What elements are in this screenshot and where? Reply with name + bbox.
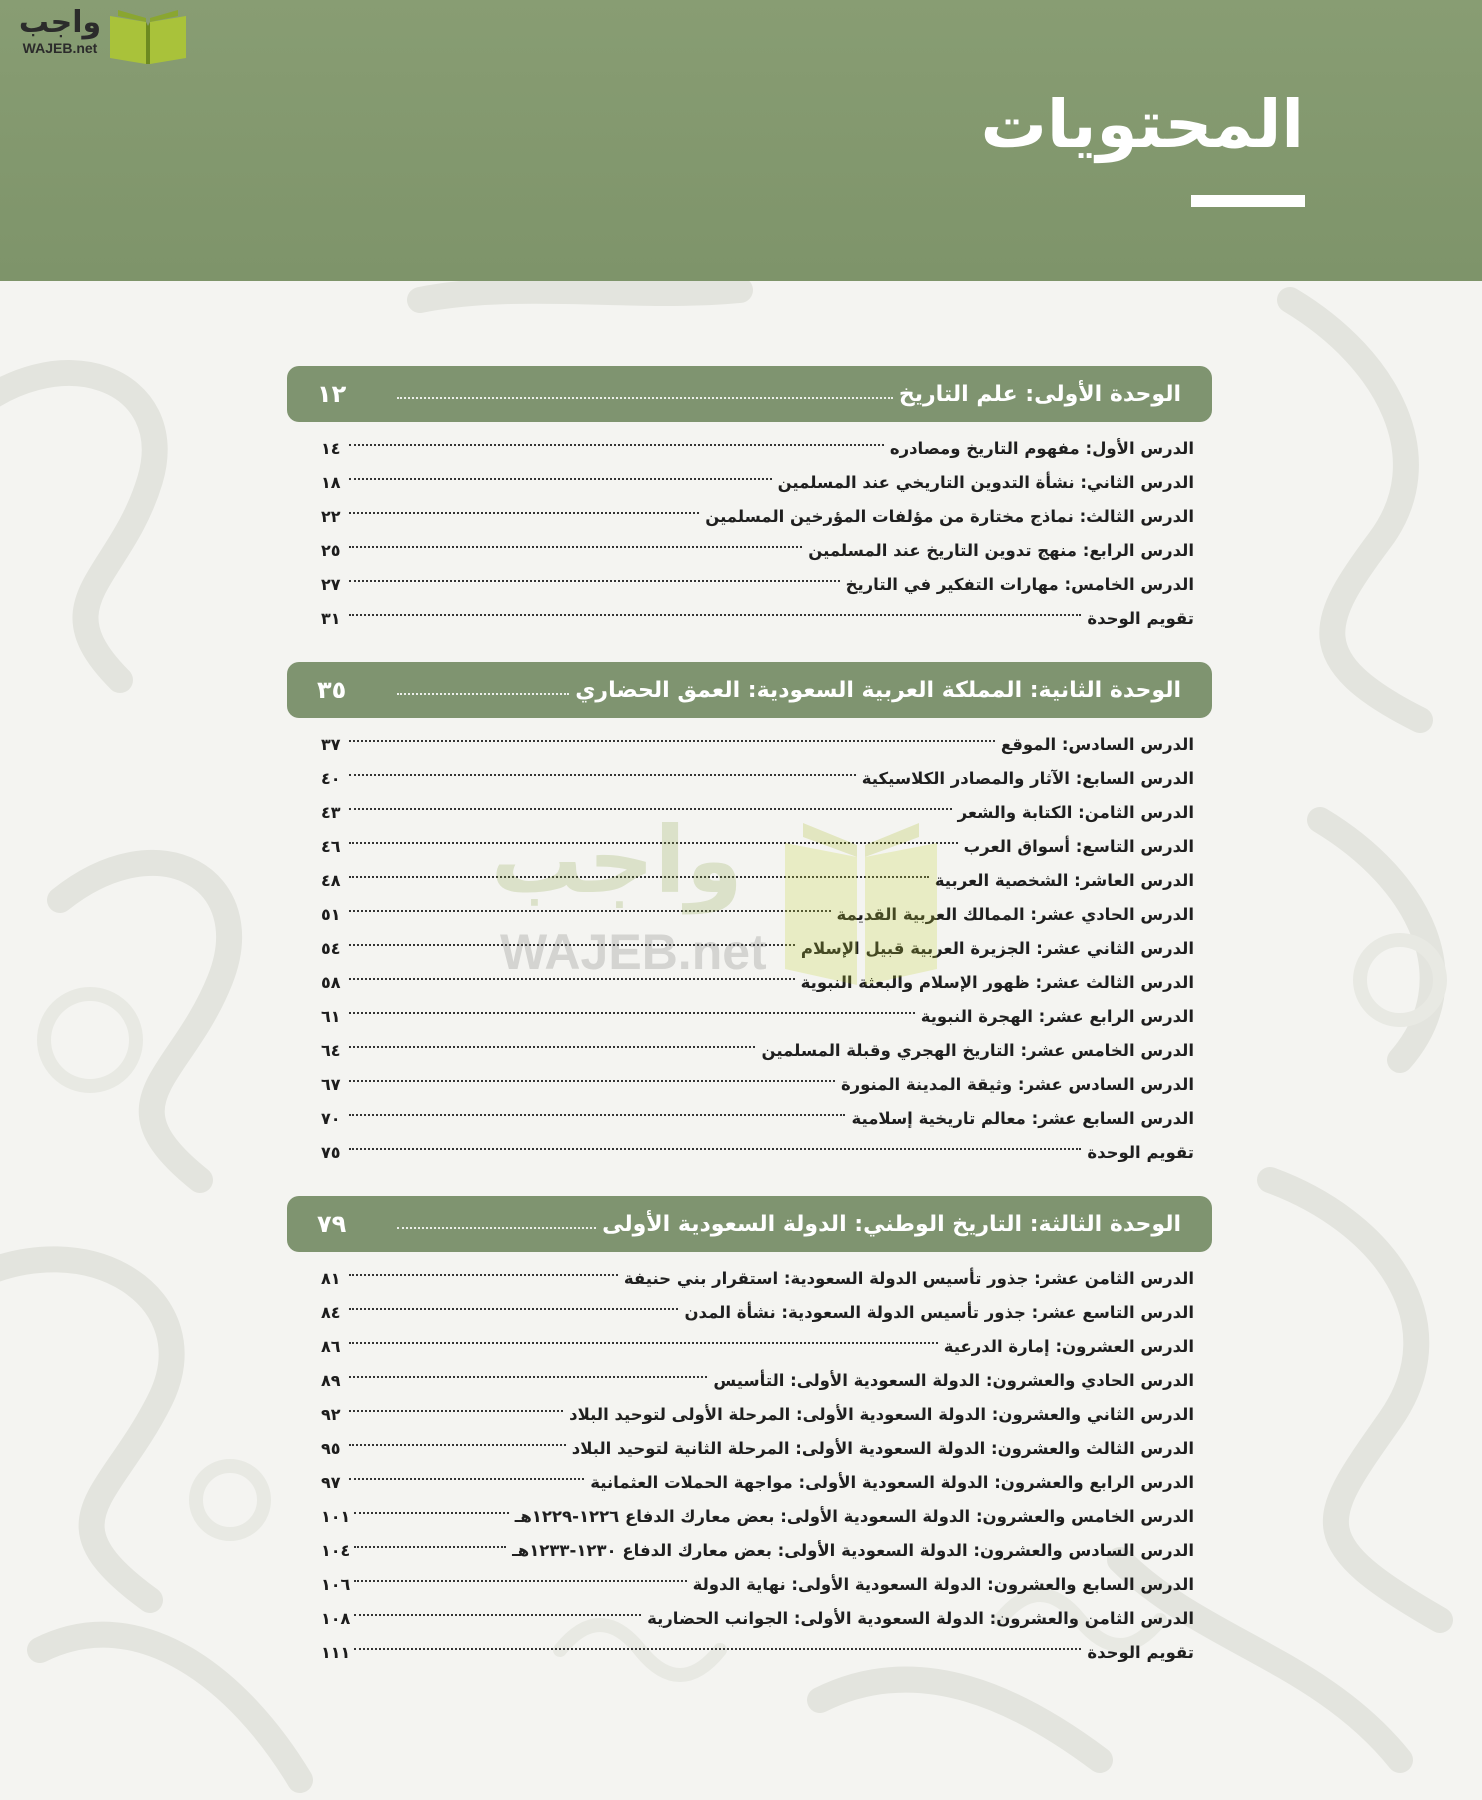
dot-leader [349,910,831,912]
lesson-entry[interactable] [321,1262,1194,1296]
unit-review-entry[interactable] [321,1636,1194,1670]
lesson-title: الدرس الحادي عشر: الممالك العربية القديمة [836,905,1194,924]
lesson-entry[interactable] [321,864,1194,898]
dot-leader [354,1580,686,1582]
dot-leader [349,1478,584,1480]
lesson-title: الدرس الثالث: نماذج مختارة من مؤلفات المؤرخين المسلمين [705,507,1194,526]
lesson-entry[interactable] [321,932,1194,966]
dot-leader [349,1012,915,1014]
unit-review-entry[interactable] [321,602,1194,636]
dot-leader [349,512,699,514]
lesson-page-number: ٩٥ [321,1439,341,1458]
dot-leader [397,397,893,399]
unit-header-1[interactable] [287,366,1212,422]
lesson-entry[interactable] [321,1398,1194,1432]
logo-text [10,6,110,56]
dot-leader [349,580,840,582]
unit-page-number: ٧٩ [317,1210,347,1238]
dot-leader [349,1046,755,1048]
watermark-text-arabic: واجب [490,807,743,914]
dot-leader [349,1376,707,1378]
watermark-text-latin: WAJEB.net [500,924,767,980]
lesson-list-unit-1 [287,422,1212,636]
wajeb-logo[interactable] [10,6,190,68]
lesson-page-number: ٤٣ [321,803,341,822]
lesson-page-number: ٥١ [321,905,341,924]
lesson-entry[interactable] [321,1466,1194,1500]
dot-leader [349,1274,618,1276]
lesson-page-number: ٦١ [321,1007,341,1026]
lesson-title: الدرس السابع والعشرون: الدولة السعودية الأولى: نهاية الدولة [692,1575,1194,1594]
lesson-page-number: ١١١ [321,1643,351,1662]
dot-leader [349,1114,845,1116]
unit-review-entry[interactable] [321,1136,1194,1170]
lesson-title: الدرس الحادي والعشرون: الدولة السعودية الأولى: التأسيس [713,1371,1194,1390]
lesson-title: تقويم الوحدة [1087,1643,1194,1662]
book-logo-icon [106,6,190,66]
lesson-page-number: ٢٧ [321,575,341,594]
lesson-page-number: ٣٧ [321,735,341,754]
dot-leader [349,1342,938,1344]
lesson-page-number: ٤٠ [321,769,341,788]
lesson-title: الدرس التاسع: أسواق العرب [963,837,1194,856]
lesson-entry[interactable] [321,1534,1194,1568]
dot-leader [349,478,772,480]
dot-leader [349,740,995,742]
lesson-page-number: ١٠٦ [321,1575,351,1594]
lesson-entry[interactable] [321,1034,1194,1068]
lesson-title: الدرس الخامس والعشرون: الدولة السعودية الأولى: بعض معارك الدفاع ١٢٢٦-١٢٢٩هـ [514,1507,1194,1526]
dot-leader [349,444,884,446]
lesson-title: الدرس السابع: الآثار والمصادر الكلاسيكية [861,769,1194,788]
unit-header-3[interactable] [287,1196,1212,1252]
dot-leader [349,1080,835,1082]
lesson-title: الدرس السادس عشر: وثيقة المدينة المنورة [840,1075,1194,1094]
lesson-title: الدرس السادس والعشرون: الدولة السعودية الأولى: بعض معارك الدفاع ١٢٣٠-١٢٣٣هـ [512,1541,1194,1560]
lesson-title: الدرس العشرون: إمارة الدرعية [943,1337,1194,1356]
lesson-page-number: ١٠١ [321,1507,351,1526]
lesson-title: الدرس الثالث عشر: ظهور الإسلام والبعثة النبوية [800,973,1194,992]
dot-leader [397,693,569,695]
lesson-title: تقويم الوحدة [1087,609,1194,628]
lesson-page-number: ١٠٤ [321,1541,351,1560]
lesson-entry[interactable] [321,1330,1194,1364]
dot-leader [354,1614,641,1616]
lesson-page-number: ٧٥ [321,1143,341,1162]
lesson-page-number: ٩٧ [321,1473,341,1492]
lesson-title: الدرس الرابع والعشرون: الدولة السعودية الأولى: مواجهة الحملات العثمانية [590,1473,1194,1492]
lesson-entry[interactable] [321,1000,1194,1034]
lesson-title: الدرس الرابع: منهج تدوين التاريخ عند المسلمين [808,541,1194,560]
logo-text-arabic: واجب [18,5,102,40]
dot-leader [349,978,795,980]
lesson-entry[interactable] [321,1500,1194,1534]
lesson-page-number: ٢٢ [321,507,341,526]
lesson-page-number: ٨١ [321,1269,341,1288]
lesson-list-unit-3 [287,1252,1212,1670]
lesson-page-number: ١٨ [321,473,341,492]
dot-leader [349,842,958,844]
lesson-page-number: ١٤ [321,439,341,458]
dot-leader [349,944,795,946]
lesson-title: الدرس الثاني والعشرون: الدولة السعودية الأولى: المرحلة الأولى لتوحيد البلاد [569,1405,1194,1424]
lesson-title: الدرس العاشر: الشخصية العربية [934,871,1194,890]
dot-leader [354,1512,508,1514]
title-underline [1191,195,1305,207]
lesson-title: الدرس الخامس: مهارات التفكير في التاريخ [845,575,1194,594]
lesson-page-number: ١٠٨ [321,1609,351,1628]
lesson-title: الدرس الثالث والعشرون: الدولة السعودية الأولى: المرحلة الثانية لتوحيد البلاد [571,1439,1194,1458]
lesson-page-number: ٩٢ [321,1405,341,1424]
lesson-page-number: ٨٩ [321,1371,341,1390]
lesson-entry[interactable] [321,1296,1194,1330]
lesson-page-number: ٦٤ [321,1041,341,1060]
dot-leader [397,1227,596,1229]
table-of-contents [287,366,1212,1670]
unit-page-number: ١٢ [317,380,347,408]
lesson-page-number: ٨٦ [321,1337,341,1356]
lesson-list-unit-2 [287,718,1212,1170]
lesson-title: الدرس السابع عشر: معالم تاريخية إسلامية [851,1109,1194,1128]
lesson-title: الدرس الثاني: نشأة التدوين التاريخي عند المسلمين [777,473,1194,492]
lesson-entry[interactable] [321,534,1194,568]
lesson-entry[interactable] [321,966,1194,1000]
lesson-title: الدرس الثاني عشر: الجزيرة العربية قبيل الإسلام [800,939,1194,958]
lesson-entry[interactable] [321,466,1194,500]
lesson-page-number: ٧٠ [321,1109,341,1128]
lesson-page-number: ٨٤ [321,1303,341,1322]
dot-leader [349,1308,678,1310]
lesson-title: الدرس الرابع عشر: الهجرة النبوية [920,1007,1194,1026]
lesson-entry[interactable] [321,1102,1194,1136]
dot-leader [349,614,1081,616]
dot-leader [349,1148,1081,1150]
dot-leader [349,808,952,810]
dot-leader [354,1648,1081,1650]
lesson-entry[interactable] [321,796,1194,830]
dot-leader [349,1410,563,1412]
lesson-title: الدرس التاسع عشر: جذور تأسيس الدولة السعودية: نشأة المدن [684,1303,1194,1322]
unit-title: الوحدة الثانية: المملكة العربية السعودية: العمق الحضاري [575,677,1181,703]
lesson-entry[interactable] [321,1568,1194,1602]
lesson-entry[interactable] [321,762,1194,796]
unit-page-number: ٣٥ [317,676,347,704]
lesson-entry[interactable] [321,500,1194,534]
dot-leader [349,546,802,548]
lesson-title: الدرس الثامن عشر: جذور تأسيس الدولة السعودية: استقرار بني حنيفة [623,1269,1194,1288]
unit-title: الوحدة الثالثة: التاريخ الوطني: الدولة السعودية الأولى [602,1211,1181,1237]
section-gap [287,1170,1212,1196]
lesson-entry[interactable] [321,1364,1194,1398]
lesson-entry[interactable] [321,568,1194,602]
dot-leader [349,774,856,776]
page-title: المحتويات [980,86,1304,163]
dot-leader [349,876,929,878]
lesson-page-number: ٥٤ [321,939,341,958]
lesson-title: تقويم الوحدة [1087,1143,1194,1162]
lesson-entry[interactable] [321,1602,1194,1636]
unit-header-2[interactable] [287,662,1212,718]
lesson-title: الدرس الثامن والعشرون: الدولة السعودية الأولى: الجوانب الحضارية [647,1609,1194,1628]
logo-text-latin: WAJEB.net [22,40,98,56]
lesson-page-number: ٣١ [321,609,341,628]
header-banner [0,0,1482,281]
lesson-title: الدرس الثامن: الكتابة والشعر [957,803,1194,822]
lesson-page-number: ٦٧ [321,1075,341,1094]
lesson-page-number: ٤٨ [321,871,341,890]
unit-title: الوحدة الأولى: علم التاريخ [898,381,1181,407]
lesson-entry[interactable] [321,728,1194,762]
lesson-entry[interactable] [321,1432,1194,1466]
lesson-title: الدرس السادس: الموقع [1000,735,1194,754]
lesson-title: الدرس الأول: مفهوم التاريخ ومصادره [889,439,1194,458]
lesson-page-number: ٢٥ [321,541,341,560]
dot-leader [349,1444,566,1446]
dot-leader [354,1546,506,1548]
lesson-entry[interactable] [321,432,1194,466]
section-gap [287,636,1212,662]
lesson-entry[interactable] [321,898,1194,932]
lesson-title: الدرس الخامس عشر: التاريخ الهجري وقبلة المسلمين [761,1041,1194,1060]
lesson-entry[interactable] [321,1068,1194,1102]
lesson-page-number: ٥٨ [321,973,341,992]
lesson-page-number: ٤٦ [321,837,341,856]
lesson-entry[interactable] [321,830,1194,864]
